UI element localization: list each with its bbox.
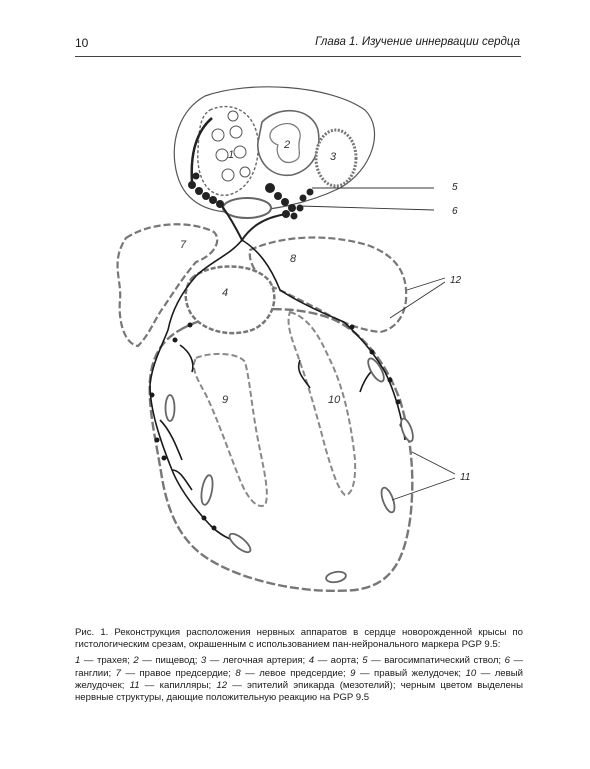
lower-vessel-shape bbox=[223, 198, 271, 218]
legend-num: 12 bbox=[216, 679, 228, 691]
legend-text: — эпителий эпикарда (мезотелий); черным цветом выделены нервные структуры, дающие положительную реакцию на PGP 9.5 bbox=[75, 679, 523, 704]
caption-main: Рис. 1. Реконструкция расположения нервных аппаратов в сердце новорожденной крысы по гистологическим срезам, окрашенным с использованием пан-нейронального маркера PGP 9.5: bbox=[75, 627, 523, 651]
legend-text: — левое предсердие; bbox=[245, 667, 351, 679]
caption-legend bbox=[75, 655, 523, 704]
figure-number-3: 3 bbox=[330, 151, 337, 163]
figure-caption bbox=[75, 627, 523, 708]
legend-text: — пищевод; bbox=[142, 655, 201, 667]
legend-num: 7 bbox=[115, 667, 121, 679]
legend-num: 11 bbox=[129, 679, 140, 691]
figure-number-2: 2 bbox=[284, 139, 291, 151]
legend-text: — ганглии; bbox=[75, 655, 524, 679]
legend-text: — правый желудочек; bbox=[359, 667, 466, 679]
figure-number-4: 4 bbox=[222, 287, 229, 299]
legend-num: 6 bbox=[504, 655, 510, 667]
legend-text: — аорта; bbox=[317, 655, 363, 667]
callout-number-5: 5 bbox=[452, 182, 458, 193]
page-number: 10 bbox=[75, 36, 89, 50]
callout-number-12: 12 bbox=[450, 275, 462, 286]
aorta-shape bbox=[186, 266, 275, 333]
legend-num: 5 bbox=[362, 655, 368, 667]
running-title: Глава 1. Изучение иннервации сердца bbox=[315, 36, 520, 48]
legend-text: — легочная артерия; bbox=[209, 655, 309, 667]
legend-num: 8 bbox=[235, 667, 241, 679]
legend-num: 2 bbox=[133, 655, 139, 667]
callout-number-6: 6 bbox=[452, 206, 458, 217]
legend-text: — вагосимпатический ствол; bbox=[371, 655, 505, 667]
figure-number-10: 10 bbox=[328, 394, 341, 406]
callout-number-11: 11 bbox=[460, 472, 471, 483]
legend-num: 10 bbox=[465, 667, 477, 679]
legend-text: — трахея; bbox=[83, 655, 134, 667]
figure-number-9: 9 bbox=[222, 394, 229, 406]
legend-num: 1 bbox=[75, 655, 81, 667]
legend-text: — правое предсердие; bbox=[125, 667, 236, 679]
figure-number-8: 8 bbox=[290, 253, 297, 265]
legend-text: — капилляры; bbox=[144, 679, 217, 691]
legend-text: — левый желудочек; bbox=[75, 667, 523, 691]
figure-number-1: 1 bbox=[228, 149, 235, 161]
figure-number-7: 7 bbox=[180, 239, 187, 251]
legend-num: 3 bbox=[200, 655, 207, 667]
legend-num: 9 bbox=[350, 667, 356, 679]
legend-num: 4 bbox=[308, 655, 315, 667]
